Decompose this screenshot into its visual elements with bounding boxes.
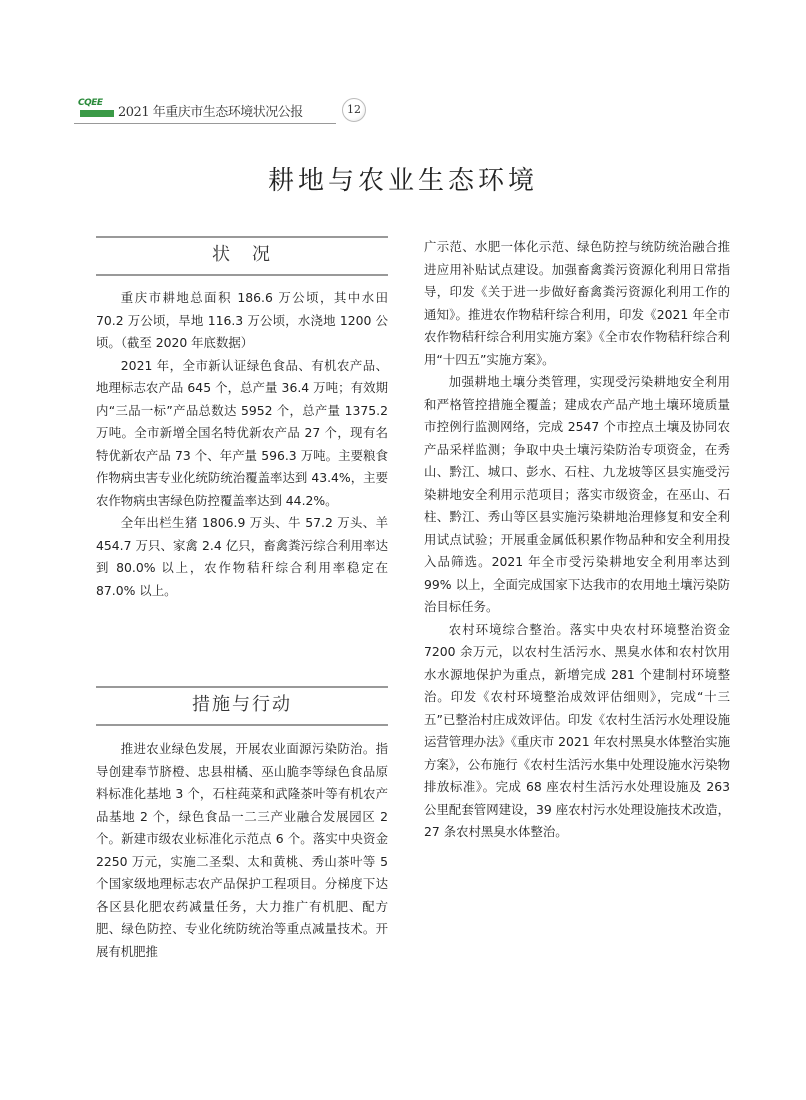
page-header: [74, 96, 374, 126]
logo-bar: [80, 110, 114, 117]
logo-text: CQEE: [78, 98, 103, 108]
report-logo: [78, 98, 116, 120]
report-title: 2021 年重庆市生态环境状况公报: [118, 105, 303, 120]
paragraph: 2021 年，全市新认证绿色食品、有机农产品、地理标志农产品 645 个，总产量 36.4 万吨；有效期内“三品一标”产品总数达 5952 个，总产量 1375.2 万吨。全市新增全国名特优新农产品 27 个，现有名特优新农产品 73 个、年产量 596.3 万吨。主要粮食作物病虫害专业化统防统治覆盖率达到 43.4%，主要农作物病虫害绿色防控覆盖率达到 44.2%。: [96, 357, 388, 508]
section-heading-actions: [96, 686, 388, 726]
status-body: [96, 287, 388, 602]
page-number: 12: [342, 98, 366, 122]
actions-body-right: [424, 236, 730, 844]
page-title: 耕地与农业生态环境: [267, 166, 538, 196]
section-heading-status: [96, 236, 388, 276]
section-heading-text: 措施与行动: [192, 694, 292, 715]
header-rule: [74, 123, 336, 124]
paragraph-continuation: 广示范、水肥一体化示范、绿色防控与统防统治融合推进应用补贴试点建设。加强畜禽粪污资源化利用日常指导，印发《关于进一步做好畜禽粪污资源化利用工作的通知》。推进农作物秸秆综合利用，印发《2021 年全市农作物秸秆综合利用实施方案》《全市农作物秸秆综合利用“十四五”实施方案》。: [424, 239, 730, 367]
actions-body-left: [96, 738, 388, 963]
paragraph: 加强耕地土壤分类管理，实现受污染耕地安全利用和严格管控措施全覆盖；建成农产品产地土壤环境质量市控例行监测网络，完成 2547 个市控点土壤及协同农产品采样监测；争取中央土壤污染防治专项资金，在秀山、黔江、城口、彭水、石柱、九龙坡等区县实施受污染耕地安全利用示范项目；落实市级资金，在巫山、石柱、黔江、秀山等区县实施污染耕地治理修复和安全利用试点试验；开展重金属低积累作物品种和安全利用投入品筛选。2021 年全市受污染耕地安全利用率达到 99% 以上，全面完成国家下达我市的农用地土壤污染防治目标任务。: [424, 374, 730, 614]
paragraph: 农村环境综合整治。落实中央农村环境整治资金 7200 余万元，以农村生活污水、黑臭水体和农村饮用水水源地保护为重点，新增完成 281 个建制村环境整治。印发《农村环境整治成效评估细则》，完成“十三五”已整治村庄成效评估。印发《农村生活污水处理设施运营管理办法》《重庆市 2021 年农村黑臭水体整治实施方案》，公布施行《农村生活污水集中处理设施水污染物排放标准》。完成 68 座农村生活污水处理设施及 263 公里配套管网建设，39 座农村污水处理设施技术改造，27 条农村黑臭水体整治。: [424, 621, 730, 839]
section-heading-text: 状 况: [212, 244, 272, 265]
paragraph: 重庆市耕地总面积 186.6 万公顷，其中水田 70.2 万公顷，旱地 116.3 万公顷，水浇地 1200 公顷。（截至 2020 年底数据）: [96, 290, 388, 350]
paragraph: 全年出栏生猪 1806.9 万头、牛 57.2 万头、羊 454.7 万只、家禽 2.4 亿只，畜禽粪污综合利用率达到 80.0% 以上，农作物秸秆综合利用率稳定在 87.0% 以上。: [96, 515, 388, 598]
paragraph: 推进农业绿色发展，开展农业面源污染防治。指导创建奉节脐橙、忠县柑橘、巫山脆李等绿色食品原料标准化基地 3 个，石柱莼菜和武隆茶叶等有机农产品基地 2 个，绿色食品一二三产业融合发展园区 2 个。新建市级农业标准化示范点 6 个。落实中央资金 2250 万元，实施二圣梨、太和黄桃、秀山茶叶等 5 个国家级地理标志农产品保护工程项目。分梯度下达各区县化肥农药减量任务，大力推广有机肥、配方肥、绿色防控、专业化统防统治等重点减量技术。开展有机肥推: [96, 741, 388, 959]
